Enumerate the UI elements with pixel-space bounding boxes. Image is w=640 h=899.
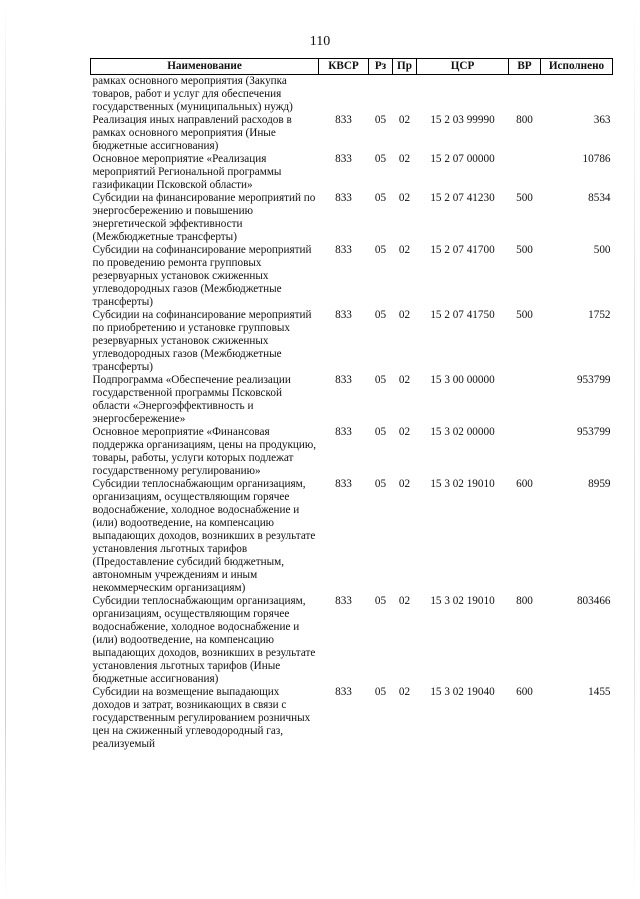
row-csr: 15 2 03 99990	[430, 114, 495, 126]
table-row	[91, 75, 613, 115]
row-rz: 05	[374, 114, 387, 126]
row-csr: 15 3 00 00000	[430, 374, 495, 386]
row-rz: 05	[374, 426, 387, 438]
row-rz: 05	[374, 478, 387, 490]
row-name: Субсидии на софинансирование мероприятий по приобретению и установке групповых резервуарных установок сжиженных углеводородных газов (Межбюджетные трансферты)	[92, 309, 312, 373]
row-kvsr: 833	[335, 374, 352, 386]
row-amount: 363	[593, 114, 611, 126]
table-row	[91, 478, 613, 595]
row-rz: 05	[374, 595, 387, 607]
header-pr: Пр	[393, 59, 417, 75]
row-amount: 8959	[588, 478, 611, 490]
row-amount: 803466	[576, 595, 611, 607]
header-rz: Рз	[369, 59, 393, 75]
row-name: Реализация иных направлений расходов в рамках основного мероприятия (Иные бюджетные ассигнования)	[92, 114, 292, 152]
table-row	[91, 426, 613, 478]
row-vr: 600	[516, 478, 533, 490]
row-kvsr: 833	[335, 153, 352, 165]
row-rz	[369, 75, 393, 115]
row-pr: 02	[398, 244, 411, 256]
row-name: Основное мероприятие «Реализация мероприятий Региональной программы газификации Псковской области»	[92, 153, 282, 191]
header-vr: ВР	[509, 59, 541, 75]
row-pr: 02	[398, 426, 411, 438]
row-pr	[393, 75, 417, 115]
row-vr	[509, 153, 541, 192]
row-rz: 05	[374, 153, 387, 165]
row-csr: 15 2 07 41750	[430, 309, 495, 321]
row-kvsr: 833	[335, 686, 352, 698]
row-csr: 15 2 07 41700	[430, 244, 495, 256]
row-amount: 500	[593, 244, 611, 256]
row-vr: 500	[516, 192, 533, 204]
header-name: Наименование	[91, 59, 319, 75]
row-name: Подпрограмма «Обеспечение реализации государственной программы Псковской области «Энергоэффективность и энергосбережение»	[92, 374, 291, 425]
row-rz: 05	[374, 374, 387, 386]
table-row	[91, 244, 613, 309]
row-kvsr: 833	[335, 114, 352, 126]
row-pr: 02	[398, 478, 411, 490]
row-pr: 02	[398, 192, 411, 204]
row-vr: 800	[516, 595, 533, 607]
row-kvsr: 833	[335, 244, 352, 256]
page-number: 110	[309, 34, 331, 49]
scan-edge-left	[5, 0, 6, 899]
row-amount: 953799	[576, 374, 611, 386]
row-csr: 15 2 07 00000	[430, 153, 495, 165]
row-vr	[509, 426, 541, 478]
table-row	[91, 192, 613, 244]
row-vr: 800	[516, 114, 533, 126]
row-csr: 15 3 02 19040	[430, 686, 495, 698]
row-amount: 8534	[588, 192, 611, 204]
row-name: Субсидии теплоснабжающим организациям, организациям, осуществляющим горячее водоснабжение, холодное водоснабжение и (или) водоотведение, на компенсацию выпадающих доходов, возникших в результате установления льготных тарифов (Иные бюджетные ассигнования)	[92, 595, 316, 685]
row-name: Субсидии теплоснабжающим организациям, организациям, осуществляющим горячее водоснабжение, холодное водоснабжение и (или) водоотведение, на компенсацию выпадающих доходов, возникших в результате установления льготных тарифов (Предоставление субсидий бюджетным, автономным учреждениям и иным некоммерческим организациям)	[92, 478, 316, 594]
row-csr: 15 3 02 19010	[430, 595, 495, 607]
row-pr: 02	[398, 114, 411, 126]
row-name: Субсидии на софинансирование мероприятий по проведению ремонта групповых резервуарных установок сжиженных углеводородных газов (Межбюджетные трансферты)	[92, 244, 312, 308]
row-pr: 02	[398, 374, 411, 386]
table-row	[91, 114, 613, 153]
table-row	[91, 153, 613, 192]
row-amount	[541, 75, 613, 115]
header-amount: Исполнено	[541, 59, 613, 75]
header-kvsr: КВСР	[319, 59, 369, 75]
row-amount: 953799	[576, 426, 611, 438]
row-csr: 15 3 02 00000	[430, 426, 495, 438]
row-vr: 500	[516, 309, 533, 321]
row-csr: 15 2 07 41230	[430, 192, 495, 204]
table-header-row	[91, 59, 613, 75]
header-csr: ЦСР	[417, 59, 509, 75]
row-vr: 600	[516, 686, 533, 698]
row-amount: 10786	[582, 153, 611, 165]
table-row	[91, 374, 613, 426]
row-kvsr	[319, 75, 369, 115]
scan-edge-right	[634, 0, 635, 899]
row-pr: 02	[398, 153, 411, 165]
row-name: Субсидии на возмещение выпадающих доходов и затрат, возникающих в связи с государственным регулированием розничных цен на сжиженный углеводородный газ, реализуемый	[92, 686, 311, 750]
row-rz: 05	[374, 309, 387, 321]
row-kvsr: 833	[335, 478, 352, 490]
row-csr: 15 3 02 19010	[430, 478, 495, 490]
table-row	[91, 686, 613, 751]
row-pr: 02	[398, 309, 411, 321]
row-vr	[509, 374, 541, 426]
row-rz: 05	[374, 244, 387, 256]
row-pr: 02	[398, 686, 411, 698]
row-name: Основное мероприятие «Финансовая поддержка организациям, цены на продукцию, товары, работы, услуги которых подлежат государственному регулированию»	[92, 426, 317, 477]
row-kvsr: 833	[335, 192, 352, 204]
row-kvsr: 833	[335, 595, 352, 607]
table-row	[91, 595, 613, 686]
table-row	[91, 309, 613, 374]
row-rz: 05	[374, 192, 387, 204]
row-vr: 500	[516, 244, 533, 256]
row-kvsr: 833	[335, 309, 352, 321]
row-kvsr: 833	[335, 426, 352, 438]
row-name: рамках основного мероприятия (Закупка товаров, работ и услуг для обеспечения государственных (муниципальных) нужд)	[92, 75, 293, 113]
row-pr: 02	[398, 595, 411, 607]
row-name: Субсидии на финансирование мероприятий по энергосбережению и повышению энергетической эффективности (Межбюджетные трансферты)	[92, 192, 316, 243]
row-vr	[509, 75, 541, 115]
row-rz: 05	[374, 686, 387, 698]
row-amount: 1455	[588, 686, 611, 698]
budget-table	[90, 58, 613, 751]
row-csr	[417, 75, 509, 115]
row-amount: 1752	[588, 309, 611, 321]
